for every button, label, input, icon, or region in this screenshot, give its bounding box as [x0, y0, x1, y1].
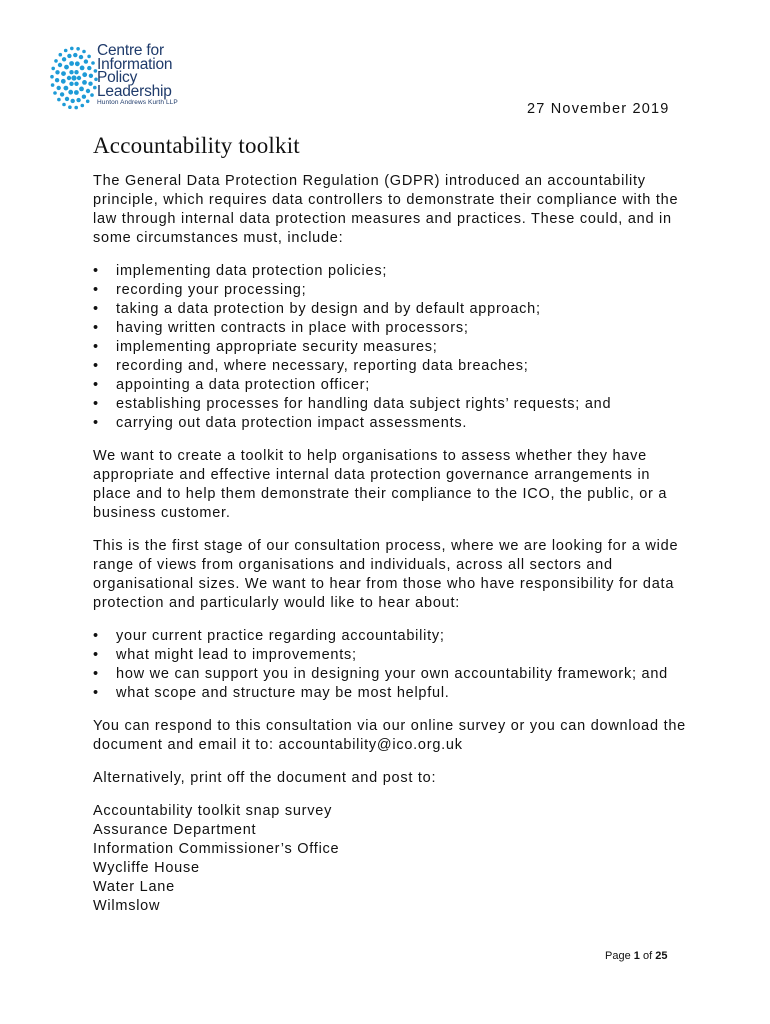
- bullet-icon: •: [93, 282, 99, 298]
- bullet-icon: •: [93, 301, 99, 317]
- logo-dot: [74, 82, 78, 86]
- logo-dot: [84, 59, 88, 63]
- logo-dot: [79, 55, 83, 59]
- address-line: Accountability toolkit snap survey: [93, 803, 333, 819]
- list-item-text: implementing appropriate security measures;: [116, 339, 438, 355]
- logo-dot: [75, 61, 80, 66]
- logo-dot: [69, 61, 74, 66]
- logo-dot: [77, 76, 81, 80]
- logo-dot: [74, 70, 78, 74]
- logo-dot: [73, 53, 77, 57]
- logo-dot: [86, 89, 90, 93]
- consultation-paragraph: This is the first stage of our consultation process, where we are looking for a wide range of views from organisations and individuals, across all sectors and organisational sizes. We want to hear from those who have responsibility for data protection and particularly would like to hear about:: [93, 538, 679, 611]
- bullet-icon: •: [93, 647, 99, 663]
- logo-dot: [74, 90, 79, 95]
- bullet-icon: •: [93, 396, 99, 412]
- logo-line: Policy: [97, 69, 138, 86]
- address-line: Wilmslow: [93, 898, 161, 914]
- logo-dot: [64, 49, 68, 53]
- list-item-text: how we can support you in designing your own accountability framework; and: [116, 666, 668, 682]
- logo-dot: [62, 57, 66, 61]
- list-item: [93, 684, 693, 703]
- logo-dot: [82, 50, 86, 54]
- logo-dot: [69, 82, 73, 86]
- post-paragraph: Alternatively, print off the document and post to:: [93, 770, 437, 786]
- bullet-icon: •: [93, 415, 99, 431]
- list-item-text: having written contracts in place with processors;: [116, 320, 469, 336]
- logo-dot: [62, 103, 66, 107]
- intro-paragraph: The General Data Protection Regulation (GDPR) introduced an accountability principle, which requires data controllers to demonstrate their compliance with the law through internal data protection measures and practices. These could, and in some circumstances must, include:: [93, 173, 679, 246]
- logo-dot: [68, 90, 73, 95]
- logo-dot: [71, 99, 75, 103]
- logo-dot: [86, 100, 90, 104]
- address-line: Information Commissioner’s Office: [93, 841, 340, 857]
- logo-dot: [76, 47, 80, 51]
- bullet-icon: •: [93, 685, 99, 701]
- logo-dot: [60, 92, 64, 96]
- topics-list: [93, 627, 693, 703]
- logo-dot: [68, 105, 72, 109]
- logo-dot: [90, 93, 94, 97]
- logo-dot: [51, 67, 55, 71]
- page-current: 1: [633, 950, 640, 962]
- list-item: [93, 627, 693, 646]
- document-body: [93, 172, 693, 916]
- list-item: [93, 262, 693, 281]
- bullet-icon: •: [93, 628, 99, 644]
- document-title: Accountability toolkit: [93, 133, 300, 158]
- logo-dot: [61, 71, 66, 76]
- logo-dot: [57, 86, 61, 90]
- logo-dot: [64, 86, 69, 91]
- logo-dot: [71, 75, 76, 80]
- bullet-icon: •: [93, 666, 99, 682]
- address-line: Water Lane: [93, 879, 175, 895]
- list-item-text: taking a data protection by design and by default approach;: [116, 301, 541, 317]
- logo-dot: [65, 97, 69, 101]
- toolkit-paragraph: We want to create a toolkit to help organisations to assess whether they have appropriate and effective internal data protection governance arrangements in place and to help them demonstrate their compliance to the ICO, the public, or a business customer.: [93, 448, 668, 521]
- cipl-logo: [50, 42, 210, 114]
- list-item-text: your current practice regarding accountability;: [116, 628, 445, 644]
- list-item-text: carrying out data protection impact assessments.: [116, 415, 468, 431]
- logo-dot: [74, 106, 78, 110]
- bullet-icon: •: [93, 263, 99, 279]
- list-item: [93, 281, 693, 300]
- bullet-icon: •: [93, 339, 99, 355]
- logo-line: Centre for: [97, 42, 164, 59]
- measures-list: [93, 262, 693, 433]
- logo-dot: [82, 95, 86, 99]
- address-line: Assurance Department: [93, 822, 257, 838]
- page-number: [605, 950, 667, 962]
- logo-dot: [80, 66, 85, 71]
- bullet-icon: •: [93, 377, 99, 393]
- logo-dot: [51, 83, 55, 87]
- logo-wordmark: [97, 44, 178, 108]
- list-item-text: establishing processes for handling data subject rights’ requests; and: [116, 396, 612, 412]
- logo-dot: [50, 75, 54, 79]
- respond-paragraph: You can respond to this consultation via our online survey or you can download the document and email it to: accountability@ico.org.uk: [93, 718, 686, 753]
- postal-address: [93, 802, 693, 916]
- logo-dot: [87, 66, 91, 70]
- logo-dot: [55, 78, 59, 82]
- logo-dot: [64, 65, 69, 70]
- logo-dot: [81, 104, 85, 108]
- logo-dot: [89, 74, 93, 78]
- logo-dot: [76, 98, 80, 102]
- logo-dot: [55, 70, 59, 74]
- page-sep: of: [642, 950, 653, 962]
- logo-dot: [88, 82, 92, 86]
- list-item: [93, 300, 693, 319]
- logo-dot: [82, 80, 87, 85]
- dotted-globe-icon: [50, 42, 98, 114]
- logo-dot: [87, 55, 91, 59]
- logo-dot: [57, 98, 61, 102]
- logo-dot: [91, 61, 95, 65]
- document-date: 27 November 2019: [527, 101, 670, 117]
- list-item-text: appointing a data protection officer;: [116, 377, 371, 393]
- logo-dot: [69, 70, 73, 74]
- logo-dot: [67, 76, 71, 80]
- list-item-text: what scope and structure may be most helpful.: [116, 685, 450, 701]
- bullet-icon: •: [93, 320, 99, 336]
- logo-line: Information: [97, 55, 173, 73]
- list-item: [93, 414, 693, 433]
- list-item-text: what might lead to improvements;: [116, 647, 357, 663]
- list-item: [93, 665, 693, 684]
- list-item-text: recording and, where necessary, reporting data breaches;: [116, 358, 529, 374]
- list-item-text: implementing data protection policies;: [116, 263, 388, 279]
- logo-dot: [53, 91, 57, 95]
- list-item: [93, 395, 693, 414]
- logo-dot: [58, 63, 62, 67]
- logo-dot: [79, 87, 84, 92]
- list-item: [93, 319, 693, 338]
- logo-dot: [82, 72, 87, 77]
- list-item: [93, 357, 693, 376]
- logo-dot: [61, 79, 66, 84]
- page-total: 25: [655, 950, 668, 962]
- bullet-icon: •: [93, 358, 99, 374]
- logo-subtitle: Hunton Andrews Kurth LLP: [97, 99, 178, 106]
- list-item-text: recording your processing;: [116, 282, 307, 298]
- logo-dot: [54, 59, 58, 63]
- list-item: [93, 646, 693, 665]
- logo-dot: [59, 53, 63, 57]
- list-item: [93, 376, 693, 395]
- page-prefix: Page: [605, 950, 631, 962]
- logo-dot: [67, 54, 71, 58]
- logo-dot: [70, 47, 74, 51]
- logo-line: Leadership: [97, 82, 172, 100]
- list-item: [93, 338, 693, 357]
- address-line: Wycliffe House: [93, 860, 200, 876]
